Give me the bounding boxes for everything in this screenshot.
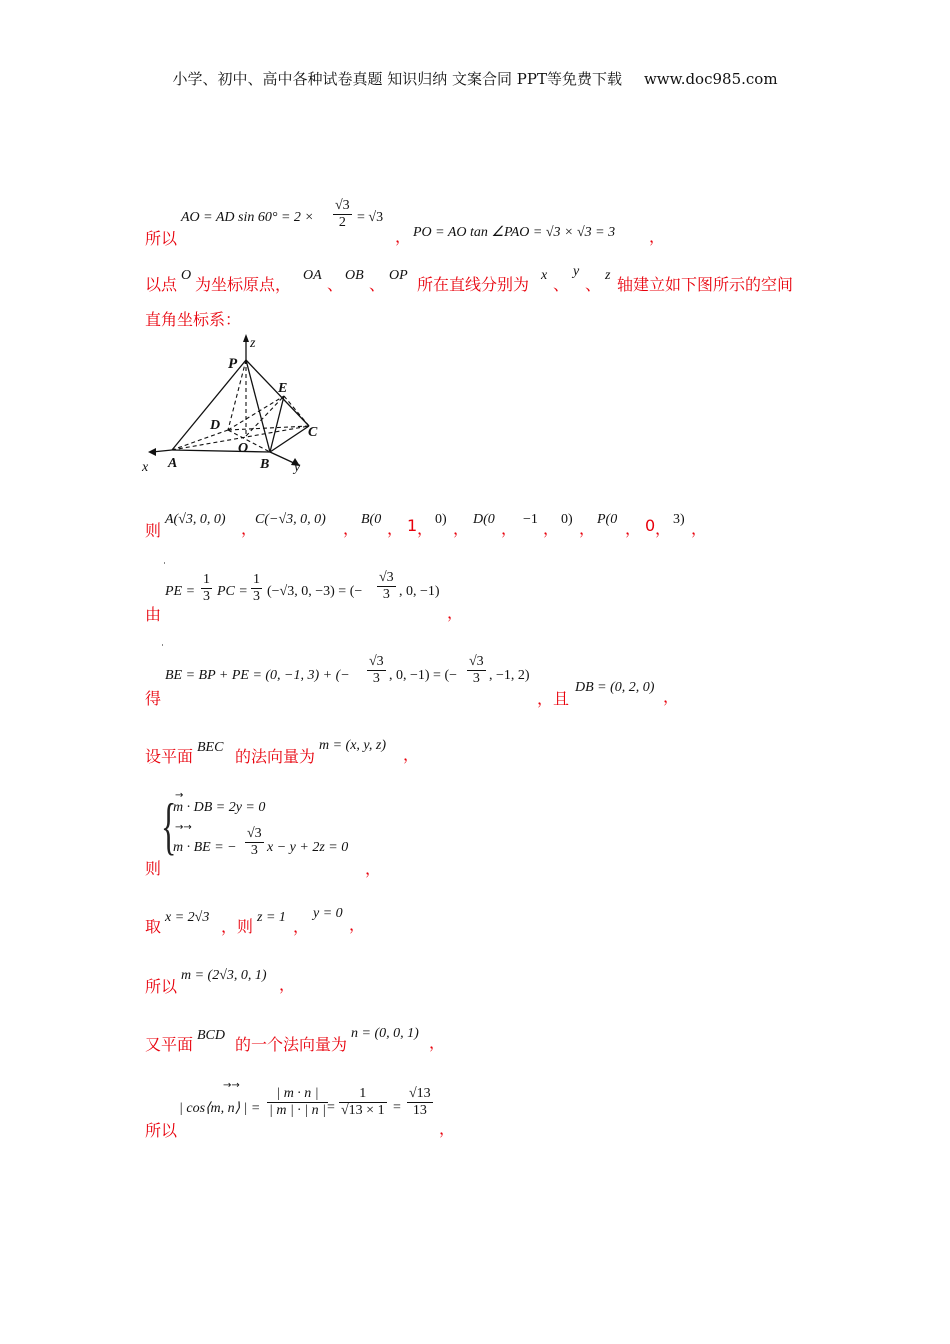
edge-pb: [246, 360, 270, 452]
var-oa: OA: [303, 268, 322, 283]
comma-p2: ，: [655, 519, 672, 538]
be-c: , −1, 2): [489, 668, 530, 683]
pe-f1-num: 1: [201, 572, 212, 589]
vec-mark-m1: →: [175, 790, 184, 801]
text-suozai: 所在直线分别为: [417, 275, 530, 294]
pe-frac-1: [201, 572, 212, 605]
be-f2-den: 3: [472, 671, 480, 687]
vec-mark-cos: →→: [223, 1080, 240, 1091]
cos-frac-1: [267, 1086, 328, 1119]
coord-p-value: 0: [645, 516, 656, 535]
be-end: ，: [663, 687, 680, 706]
comma-c: ，: [343, 519, 360, 538]
pe-b: PC =: [217, 584, 248, 599]
header-text: 小学、初中、高中各种试卷真题 知识归纳 文案合同 PPT等免费下载: [172, 70, 622, 88]
cos-f3-den: 13: [412, 1103, 427, 1119]
cos-frac-2: [339, 1086, 387, 1119]
label-p: P: [228, 356, 238, 372]
cos-lhs: | cos⟨m, n⟩ | =: [179, 1101, 261, 1116]
pe-a: PE =: [165, 584, 196, 599]
pe-f2-num: 1: [251, 572, 262, 589]
take-x: x = 2√3: [165, 910, 210, 925]
edge-db: [228, 430, 270, 452]
be-f2-num: √3: [467, 654, 486, 671]
n-def: n = (0, 0, 1): [351, 1026, 419, 1041]
pyramid-diagram: [138, 332, 328, 477]
coord-b-close: 0): [435, 512, 447, 527]
text-origin: 为坐标原点，: [195, 275, 292, 294]
be-a: BE = BP + PE = (0, −1, 3) + (−: [165, 668, 350, 683]
label-a: A: [168, 456, 178, 471]
label-z: z: [250, 336, 256, 351]
pe-f3-den: 3: [382, 587, 390, 603]
system-frac-num: √3: [245, 826, 264, 843]
be-mid: ，且: [537, 689, 570, 708]
be-f1-den: 3: [372, 671, 380, 687]
eq-po: PO = AO tan ∠PAO = √3 × √3 = 3: [413, 225, 616, 240]
vec-mark-pe: ˙: [162, 562, 167, 573]
label-c: C: [308, 425, 318, 440]
sep-x: 、: [553, 275, 570, 294]
cos-f2-num: 1: [339, 1086, 387, 1103]
comma-d2: ，: [543, 519, 560, 538]
text-then: ，则: [221, 917, 254, 936]
label-suoyi-2: 所以: [145, 977, 178, 996]
pe-end: ，: [447, 603, 464, 622]
pe-frac-3: [377, 570, 396, 603]
cos-eq-1: =: [327, 1100, 335, 1115]
system-frac-den: 3: [250, 843, 258, 859]
eq-ao-lhs: AO = AD sin 60° = 2 ×: [181, 210, 314, 225]
m-result-end: ，: [279, 975, 296, 994]
text-normal: 的法向量为: [235, 747, 316, 766]
vec-mark-be: ˙: [160, 644, 165, 655]
db-vector: DB = (0, 2, 0): [575, 680, 655, 695]
comma-d3: ，: [579, 519, 596, 538]
take-z: z = 1: [257, 910, 286, 925]
text-one-normal: 的一个法向量为: [235, 1035, 348, 1054]
take-end: ，: [349, 915, 366, 934]
comma-d1: ，: [501, 519, 518, 538]
edge-pa: [172, 360, 246, 450]
system-eq1: m · DB = 2y = 0: [173, 800, 266, 815]
pe-f1-den: 3: [203, 589, 210, 605]
var-op: OP: [389, 268, 408, 283]
sep-1: ，: [395, 227, 412, 246]
comma-a: ，: [241, 519, 258, 538]
plane-end: ，: [403, 745, 420, 764]
edge-oe: [246, 396, 284, 436]
cos-f1-den: | m | · | n |: [269, 1103, 327, 1119]
label-b: B: [260, 457, 270, 472]
be-frac-2: [467, 654, 486, 687]
vec-mark-m2: →→: [175, 822, 192, 833]
system-end: ，: [365, 859, 382, 878]
be-b: , 0, −1) = (−: [389, 668, 458, 683]
cos-f2-den: √13 × 1: [341, 1103, 385, 1119]
pe-f2-den: 3: [253, 589, 260, 605]
cos-f3-num: √13: [407, 1086, 433, 1103]
coord-c: C(−√3, 0, 0): [255, 512, 326, 527]
pe-d: , 0, −1): [399, 584, 440, 599]
edge-ab: [172, 450, 270, 452]
text-set-plane: 设平面: [145, 747, 194, 766]
be-frac-1: [367, 654, 386, 687]
page-header: [0, 68, 950, 89]
pe-frac-2: [251, 572, 262, 605]
m-result: m = (2√3, 0, 1): [181, 968, 267, 983]
coord-p-close: 3): [673, 512, 685, 527]
sep-ob: 、: [369, 275, 386, 294]
coord-d-value: −1: [523, 512, 538, 527]
comma-b1: ，: [387, 519, 404, 538]
pe-f3-num: √3: [377, 570, 396, 587]
eq-ao-rhs: = √3: [357, 210, 384, 225]
coord-b-value: 1: [407, 516, 418, 535]
system-eq2-b: x − y + 2z = 0: [267, 840, 349, 855]
system-frac: [245, 826, 264, 859]
take-y: y = 0: [313, 906, 343, 921]
cos-f1-num: | m · n |: [267, 1086, 328, 1103]
label-ze: 则: [145, 521, 162, 540]
var-ob: OB: [345, 268, 364, 283]
label-you: 由: [145, 605, 162, 624]
end-1: ，: [649, 227, 666, 246]
cos-eq-2: =: [393, 1100, 401, 1115]
label-d: D: [210, 418, 221, 433]
var-bec: BEC: [197, 740, 224, 755]
cos-frac-3: [407, 1086, 433, 1119]
system-brace: {: [161, 790, 177, 861]
coord-a: A(√3, 0, 0): [165, 512, 226, 527]
pyramid-figure: [138, 332, 328, 481]
m-def: m = (x, y, z): [319, 738, 386, 753]
label-x: x: [142, 460, 149, 475]
text-axis: 轴建立如下图所示的空间: [617, 275, 794, 294]
eq-ao-fraction: [333, 198, 352, 231]
var-z: z: [605, 268, 611, 283]
comma-b3: ，: [453, 519, 470, 538]
label-y: y: [294, 460, 301, 475]
pe-c: (−√3, 0, −3) = (−: [267, 584, 363, 599]
comma-b2: ，: [417, 519, 434, 538]
coord-p-open: P(0: [597, 512, 618, 527]
sep-oa: 、: [327, 275, 344, 294]
label-de: 得: [145, 689, 162, 708]
take-sep: ，: [293, 917, 310, 936]
eq-ao-den: 2: [338, 215, 346, 231]
text-also-plane: 又平面: [145, 1035, 194, 1054]
be-f1-num: √3: [367, 654, 386, 671]
label-e: E: [278, 381, 288, 396]
var-bcd: BCD: [197, 1028, 225, 1043]
header-url[interactable]: www.doc985.com: [643, 70, 778, 88]
nplane-end: ，: [429, 1033, 446, 1052]
label-suoyi-3: 所以: [145, 1121, 178, 1140]
system-eq2-a: m · BE = −: [173, 840, 237, 855]
z-arrow: [243, 334, 249, 342]
text-qu: 取: [145, 917, 162, 936]
comma-p3: ，: [691, 519, 708, 538]
eq-ao-num: √3: [333, 198, 352, 215]
var-o: O: [181, 268, 192, 283]
var-x: x: [541, 268, 548, 283]
label-ze-2: 则: [145, 859, 162, 878]
var-y: y: [573, 264, 580, 279]
sep-y: 、: [585, 275, 602, 294]
coord-d-open: D(0: [473, 512, 495, 527]
label-o: O: [238, 441, 249, 456]
coord-d-close: 0): [561, 512, 573, 527]
text-yidian: 以点: [145, 275, 178, 294]
x-arrow: [148, 448, 156, 456]
label-suoyi-1: 所以: [145, 229, 178, 248]
cos-end: ，: [439, 1119, 456, 1138]
line-coord-system: 直角坐标系：: [145, 310, 242, 329]
y-axis: [270, 452, 296, 464]
coord-b-open: B(0: [361, 512, 382, 527]
comma-p1: ，: [625, 519, 642, 538]
